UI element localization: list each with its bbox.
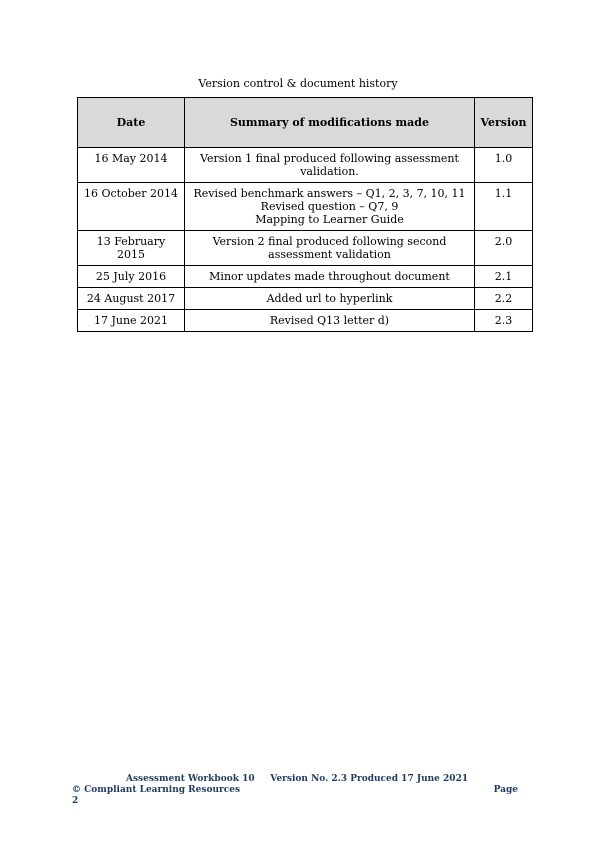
summary-line: Version 2 final produced following second assessment validation <box>212 235 447 261</box>
summary-line: Revised benchmark answers – Q1, 2, 3, 7, 10, 11 <box>193 187 466 200</box>
table-header-row <box>78 98 533 148</box>
cell-date: 25 July 2016 <box>78 266 185 288</box>
summary-line: Minor updates made throughout document <box>209 270 450 283</box>
footer-copyright: © Compliant Learning Resources <box>72 785 241 795</box>
cell-summary <box>185 148 475 183</box>
summary-line: Revised question – Q7, 9 <box>260 200 399 213</box>
cell-version: 2.2 <box>475 288 533 310</box>
header-date: Date <box>78 98 185 148</box>
header-version: Version <box>475 98 533 148</box>
cell-summary <box>185 288 475 310</box>
cell-date: 13 February 2015 <box>78 231 185 266</box>
cell-date: 16 October 2014 <box>78 183 185 231</box>
summary-line: Mapping to Learner Guide <box>255 213 404 226</box>
version-history-table <box>77 97 533 332</box>
cell-summary <box>185 231 475 266</box>
cell-version: 1.1 <box>475 183 533 231</box>
footer-version-info: Version No. 2.3 Produced 17 June 2021 <box>270 774 469 784</box>
cell-version: 2.0 <box>475 231 533 266</box>
footer-page-number: 2 <box>72 796 79 806</box>
table-row <box>78 148 533 183</box>
summary-line: Revised Q13 letter d) <box>269 314 390 327</box>
cell-version: 2.1 <box>475 266 533 288</box>
cell-summary <box>185 183 475 231</box>
table-row <box>78 266 533 288</box>
cell-date: 17 June 2021 <box>78 310 185 332</box>
table-row <box>78 183 533 231</box>
cell-date: 24 August 2017 <box>78 288 185 310</box>
cell-version: 2.3 <box>475 310 533 332</box>
page-footer <box>72 774 532 807</box>
footer-workbook: Assessment Workbook 10 <box>126 774 255 784</box>
table-row <box>78 310 533 332</box>
cell-version: 1.0 <box>475 148 533 183</box>
header-summary: Summary of modifications made <box>185 98 475 148</box>
cell-date: 16 May 2014 <box>78 148 185 183</box>
cell-summary <box>185 310 475 332</box>
summary-line: Added url to hyperlink <box>266 292 393 305</box>
summary-line: Version 1 final produced following assessment validation. <box>200 152 459 178</box>
cell-summary <box>185 266 475 288</box>
table-caption: Version control & document history <box>198 77 398 90</box>
table-row <box>78 231 533 266</box>
footer-page-label: Page <box>493 785 518 795</box>
table-row <box>78 288 533 310</box>
